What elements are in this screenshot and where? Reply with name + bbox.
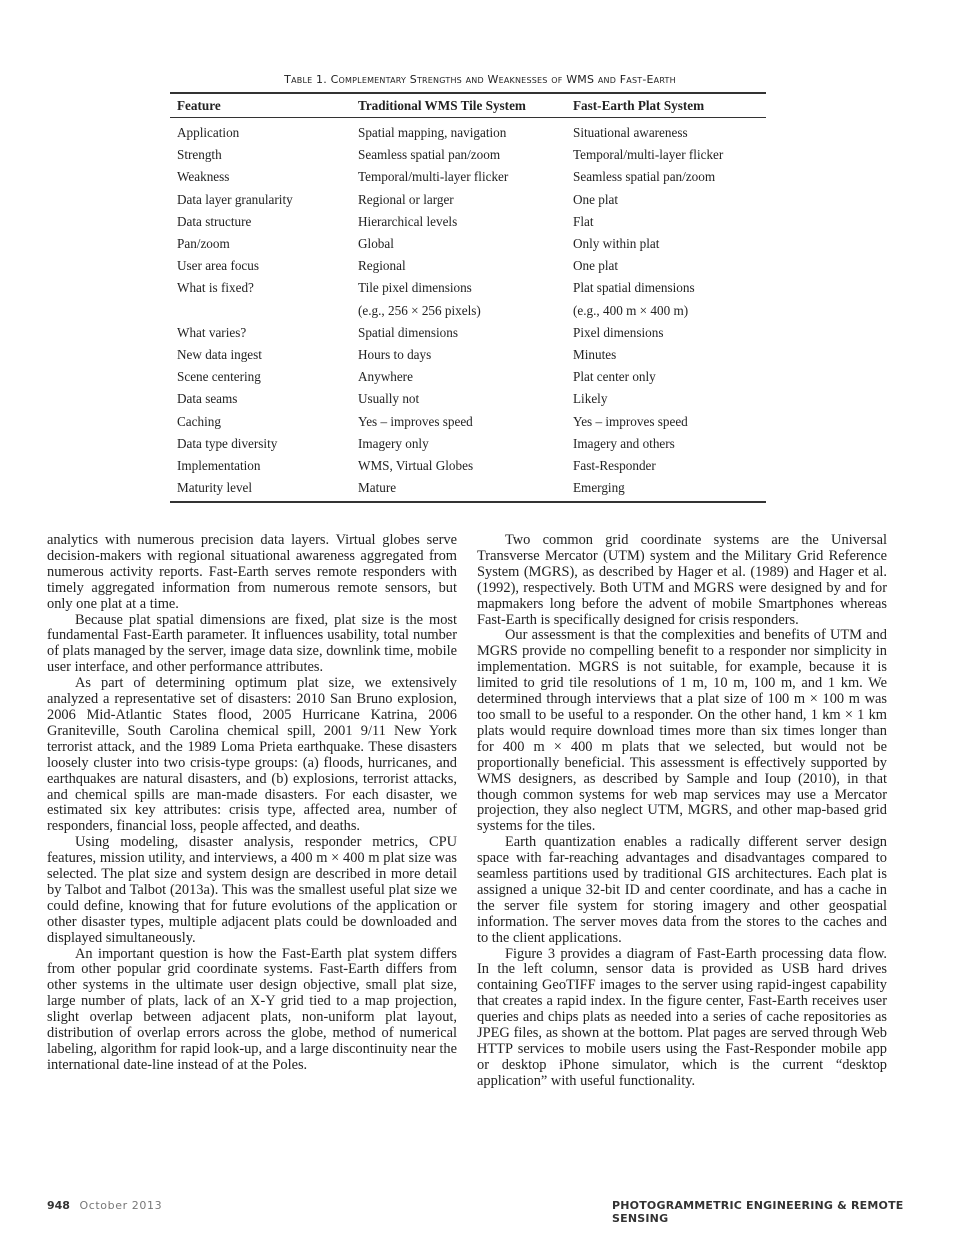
table-cell: Data type diversity [177,435,278,451]
table-header-row [170,93,766,118]
table-row [170,189,766,211]
paragraph: An important question is how the Fast-Earth plat system differs from other popular grid coordinate systems. Fast-Earth differs from other systems in the ultimate user design objective, small plat size, large number of plats, lack of an X-Y grid tied to a map projection, slight overlap between adjacent plats, non-uniform plat layout, distribution of overlap errors across the globe, method of numerical labeling, algorithm for rapid look-up, and a large discontinuity near the international date-line instead of at the Poles. [47,945,457,1073]
table-cell: Likely [573,391,608,407]
table-cell: Mature [351,477,566,502]
table-cell: Temporal/multi-layer flicker [573,147,724,163]
table-cell: Hierarchical levels [358,213,458,229]
table-row [170,118,766,145]
table-cell: Spatial mapping, navigation [358,125,507,141]
paragraph: Earth quantization enables a radically different server design space with far-reaching advantages and disadvantages compared to seamless partitions used by traditional GIS architectures. Each plat is assigned a unique 32-bit ID and center coordinate, and has a cache in the server file system for storing imagery and other geospatial information. The server moves data from the stores to the caches and to the client applications. [477,834,887,946]
column-header-fast-earth: Fast-Earth Plat System [566,93,766,118]
table-cell: Regional [358,258,406,274]
table-row [170,277,766,299]
paragraph: Figure 3 provides a diagram of Fast-Earth processing data flow. In the left column, sensor data is provided as USB hard drives containing GeoTIFF images to the server using rapid-ingest capability that creates a rapid index. In the figure center, Fast-Earth receives user queries and chips plats as needed into a series of cache repositories as JPEG files, as shown at the bottom. Plat pages are served through Web HTTP services to mobile users using the Fast-Responder mobile app or desktop iPhone simulator, which is the current “desktop application” with useful functionality. [477,945,887,1089]
table-row [170,410,766,432]
table-row [170,144,766,166]
table-row [170,388,766,410]
page-number: 948 [47,1199,70,1212]
table-cell [170,300,351,322]
table-cell: Strength [177,147,222,163]
table-cell: Caching [177,413,221,429]
paragraph: As part of determining optimum plat size, we extensively analyzed a representative set of disasters: 2010 San Bruno explosion, 2006 Mid-Atlantic States flood, 2005 Hurricane Katrina, 2006 Graniteville, South Carolina chemical spill, 2001 9/11 New York terrorist attack, and the 1989 Loma Prieta earthquake. These disasters loosely cluster into two crisis-type groups: (a) floods, hurricanes, and earthquakes are natural disasters, and (b) explosions, terrorist attacks, and chemical spills are man-made disasters. For each disaster, we estimated six key attributes: crisis type, affected area, number of responders, financial loss, people affected, and deaths. [47,675,457,835]
page-footer-left [47,1199,162,1212]
table-row [170,366,766,388]
table-cell: Only within plat [573,236,660,252]
table-cell: Temporal/multi-layer flicker [358,169,509,185]
table-cell: Anywhere [358,369,413,385]
table-row [170,211,766,233]
paragraph: Two common grid coordinate systems are the Universal Transverse Mercator (UTM) system and the Military Grid Reference System (MGRS), as described by Hager et al. (1989) and Hager et al. (1992), respectively. Both UTM and MGRS were designed by and for mapmakers long before the advent of mobile Smartphones whereas Fast-Earth is specifically designed for crisis responders. [477,532,887,628]
table-cell: Plat spatial dimensions [573,280,695,296]
table-cell: WMS, Virtual Globes [358,457,474,473]
table-cell: User area focus [177,258,260,274]
table-row [170,455,766,477]
table-cell: Implementation [177,457,261,473]
table-cell: What is fixed? [177,280,254,296]
table-cell: Emerging [566,477,766,502]
table-cell: Scene centering [177,369,261,385]
table-cell: Tile pixel dimensions [358,280,472,296]
table-cell: (e.g., 400 m × 400 m) [573,302,689,318]
table-cell: Imagery and others [573,435,675,451]
table-cell: Imagery only [358,435,429,451]
table-cell: Pixel dimensions [573,324,664,340]
paragraph: Using modeling, disaster analysis, responder metrics, CPU features, mission utility, and interviews, a 400 m × 400 m plat size was selected. The plat size and system design are described in more detail by Talbot and Talbot (2013a). This was the smallest useful plat size we could define, knowing that for future evolutions of the application or other disaster types, multiple adjacent plats could be downloaded and displayed simultaneously. [47,834,457,946]
table-cell: Data layer granularity [177,191,293,207]
table-cell: Plat center only [573,369,656,385]
table-cell: Data seams [177,391,238,407]
table-cell: Pan/zoom [177,236,230,252]
table-row [170,344,766,366]
table-cell: Global [358,236,394,252]
paragraph: Our assessment is that the complexities and benefits of UTM and MGRS provide no compelling benefit to a responder nor simplicity in implementation. MGRS is not suitable, for example, because it is limited to grid tile resolutions of 1 m, 10 m, 100 m, and 1 km. We determined through interviews that a plat size of 100 m × 100 m was too small to be useful to a responder. On the other hand, 1 km × 1 km plats would require download times more than six times longer than for 400 m × 400 m plats that we selected, but would not be proportionally beneficial. This assessment is effectively supported by WMS designers, as described by Sample and Ioup (2010), in that though common systems for web map services may use a Mercator projection, they also neglect UTM, MGRS, and other map-based grid systems for the tiles. [477,627,887,835]
table-cell: Fast-Responder [573,457,656,473]
table-cell: One plat [573,191,619,207]
table-row [170,300,766,322]
right-text-column [477,533,887,1090]
column-header-feature: Feature [170,93,351,118]
table-cell: Spatial dimensions [358,324,459,340]
paragraph: analytics with numerous precision data layers. Virtual globes serve decision-makers with regional situational awareness aggregated from numerous activity reports. Fast-Earth serves remote responders with timely aggregated information from numerous remote sensors, but only one plat at a time. [47,532,457,612]
table-cell: Hours to days [358,346,432,362]
table-row [170,255,766,277]
table-cell: (e.g., 256 × 256 pixels) [358,302,481,318]
comparison-table [170,92,766,503]
table-cell: New data ingest [177,346,262,362]
paragraph: Because plat spatial dimensions are fixed, plat size is the most fundamental Fast-Earth parameter. It influences usability, total number of plats managed by the server, image data size, downlink time, mobile user interface, and other performance attributes. [47,611,457,676]
table-cell: What varies? [177,324,247,340]
table-cell: Seamless spatial pan/zoom [358,147,501,163]
table-cell: Flat [573,213,594,229]
table-cell: Weakness [177,169,230,185]
table-cell: Yes – improves speed [358,413,473,429]
table-cell: Regional or larger [358,191,454,207]
table-row [170,166,766,188]
table-cell: One plat [573,258,619,274]
table-cell: Usually not [358,391,420,407]
table-cell: Seamless spatial pan/zoom [573,169,716,185]
journal-name: PHOTOGRAMMETRIC ENGINEERING & REMOTE SENSING [612,1199,904,1225]
table-cell: Yes – improves speed [573,413,688,429]
left-text-column [47,533,457,1074]
table-cell: Application [177,125,240,141]
table-cell: Minutes [573,346,617,362]
issue-date: October 2013 [79,1199,163,1212]
table-row [170,477,766,502]
table-cell: Situational awareness [573,125,688,141]
table-row [170,233,766,255]
table-cell: Data structure [177,213,252,229]
table-row [170,322,766,344]
table-row [170,433,766,455]
table-cell: Maturity level [170,477,351,502]
table-caption: Table 1. Complementary Strengths and Weaknesses of WMS and Fast-Earth [284,73,676,86]
column-header-wms: Traditional WMS Tile System [351,93,566,118]
